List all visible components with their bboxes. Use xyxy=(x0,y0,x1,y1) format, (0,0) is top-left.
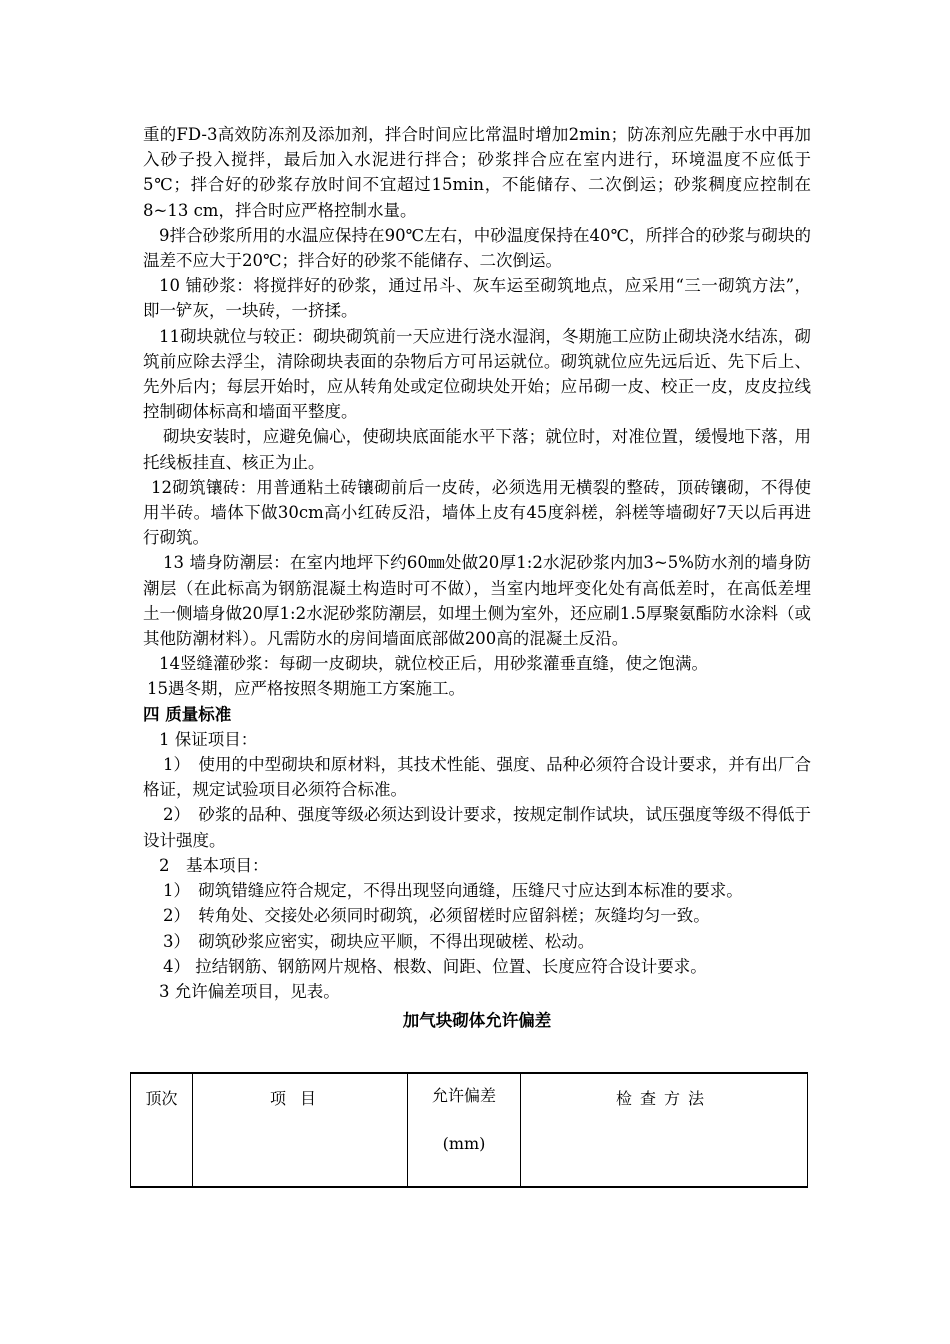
paragraph-basic-items: 2 基本项目： xyxy=(159,855,269,875)
paragraph-item-15: 15遇冬期，应严格按照冬期施工方案施工。 xyxy=(147,679,465,699)
paragraph-basic-3: 3） 砌筑砂浆应密实，砌块应平顺，不得出现破槎、松动。 xyxy=(163,931,595,951)
header-cell-tolerance xyxy=(408,1073,521,1187)
header-cell-item: 项目 xyxy=(193,1073,408,1187)
table-header-row xyxy=(131,1073,808,1187)
header-tolerance-label: 允许偏差 xyxy=(431,1086,496,1105)
paragraph-guarantee-items: 1 保证项目： xyxy=(159,729,258,749)
paragraph-item-10: 10 铺砂浆：将搅拌好的砂浆，通过吊斗、灰车运至砌筑地点，应采用“三一砌筑方法”，即一铲灰，一块砖，一挤揉。 xyxy=(143,276,811,321)
paragraph-block-install: 砌块安装时，应避免偏心，使砌块底面能水平下落；就位时，对准位置，缓慢地下落，用托线板挂直、核正为止。 xyxy=(143,427,811,472)
paragraph-basic-1: 1） 砌筑错缝应符合规定，不得出现竖向通缝，压缝尺寸应达到本标准的要求。 xyxy=(163,881,743,901)
deviation-table xyxy=(130,1072,808,1188)
paragraph-item-13: 13 墙身防潮层：在室内地坪下约60㎜处做20厚1:2水泥砂浆内加3~5%防水剂的墙身防潮层（在此标高为钢筋混凝土构造时可不做），当室内地坪变化处有高低差时，在高低差埋土一侧墙身做20厚1:2水泥砂浆防潮层，如埋土侧为室外，还应刷1.5厚聚氨酯防水涂料（或其他防潮材料）。凡需防水的房间墙面底部做200高的混凝土反沿。 xyxy=(143,553,811,649)
section-heading-quality: 四 质量标准 xyxy=(143,704,232,724)
table-title: 加气块砌体允许偏差 xyxy=(402,1011,552,1031)
header-cell-index: 顶次 xyxy=(131,1073,193,1187)
paragraph-item-12: 12砌筑镶砖：用普通粘土砖镶砌前后一皮砖，必须选用无横裂的整砖，顶砖镶砌，不得使用半砖。墙体下做30cm高小红砖反沿，墙体上皮有45度斜槎，斜槎等墙砌好7天以后再进行砌筑。 xyxy=(143,477,811,548)
paragraph-allowed-deviation: 3 允许偏差项目，见表。 xyxy=(159,981,340,1001)
paragraph-antifreeze-mixing: 重的FD-3高效防冻剂及添加剂，拌合时间应比常温时增加2min；防冻剂应先融于水中再加入砂子投入搅拌，最后加入水泥进行拌合；砂浆拌合应在室内进行，环境温度不应低于5℃；拌合好的砂浆存放时间不宜超过15min，不能储存、二次倒运；砂浆稠度应控制在8~13 cm，拌合时应严格控制水量。 xyxy=(143,125,811,220)
paragraph-item-14: 14竖缝灌砂浆：每砌一皮砌块，就位校正后，用砂浆灌垂直缝，使之饱满。 xyxy=(159,654,708,674)
paragraph-item-11: 11砌块就位与较正：砌块砌筑前一天应进行浇水湿润，冬期施工应防止砌块浇水结冻，砌筑前应除去浮尘，清除砌块表面的杂物后方可吊运就位。砌筑就位应先远后近、先下后上、先外后内；每层开始时，应从转角处或定位砌块处开始；应吊砌一皮、校正一皮，皮皮拉线控制砌体标高和墙面平整度。 xyxy=(143,326,811,422)
paragraph-guarantee-2: 2） 砂浆的品种、强度等级必须达到设计要求，按规定制作试块，试压强度等级不得低于设计强度。 xyxy=(143,805,811,850)
paragraph-guarantee-1: 1） 使用的中型砌块和原材料，其技术性能、强度、品种必须符合设计要求，并有出厂合格证，规定试验项目必须符合标准。 xyxy=(143,755,811,800)
document-body xyxy=(143,122,811,1037)
paragraph-basic-4: 4） 拉结钢筋、钢筋网片规格、根数、间距、位置、长度应符合设计要求。 xyxy=(163,956,707,976)
header-cell-method: 检查方法 xyxy=(521,1073,808,1187)
paragraph-basic-2: 2） 转角处、交接处必须同时砌筑，必须留槎时应留斜槎；灰缝均匀一致。 xyxy=(163,906,710,926)
header-tolerance-unit: (mm) xyxy=(442,1134,486,1153)
paragraph-item-9: 9拌合砂浆所用的水温应保持在90℃左右，中砂温度保持在40℃，所拌合的砂浆与砌块的温差不应大于20℃；拌合好的砂浆不能储存、二次倒运。 xyxy=(143,225,811,271)
